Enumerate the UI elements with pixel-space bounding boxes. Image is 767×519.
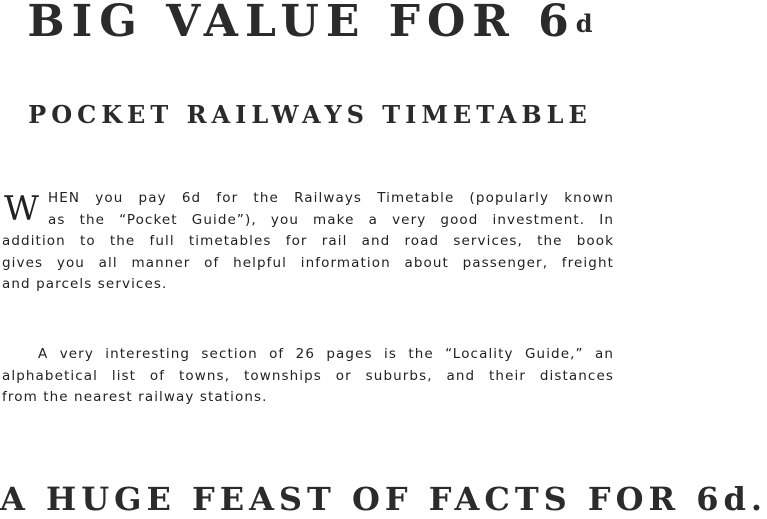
drop-cap: W: [4, 189, 41, 229]
footer-slogan: A HUGE FEAST OF FACTS FOR 6d.: [0, 480, 767, 518]
headline: [0, 0, 620, 47]
paragraph-line: and parcels services.: [2, 276, 168, 292]
paragraph-line: HEN you pay 6d for the Railways Timetable (popularly known: [48, 190, 614, 206]
paragraph-line: gives you all manner of helpful information about passenger, freight: [2, 254, 614, 271]
headline-superscript: d: [575, 9, 593, 38]
paragraph-line: alphabetical list of towns, townships or suburbs, and their distances: [2, 367, 614, 384]
paragraph-line: from the nearest railway stations.: [2, 389, 268, 405]
paragraph-locality-guide: [2, 344, 614, 409]
paragraph-pocket-guide: [2, 188, 614, 296]
paragraph-line: as the “Pocket Guide”), you make a very good investment. In: [48, 211, 614, 228]
paragraph-line: A very interesting section of 26 pages is the “Locality Guide,” an: [38, 346, 614, 362]
paragraph-line: addition to the full timetables for rail and road services, the book: [2, 233, 614, 249]
subheadline: POCKET RAILWAYS TIMETABLE: [28, 100, 592, 129]
headline-text: BIG VALUE FOR 6: [27, 0, 576, 47]
